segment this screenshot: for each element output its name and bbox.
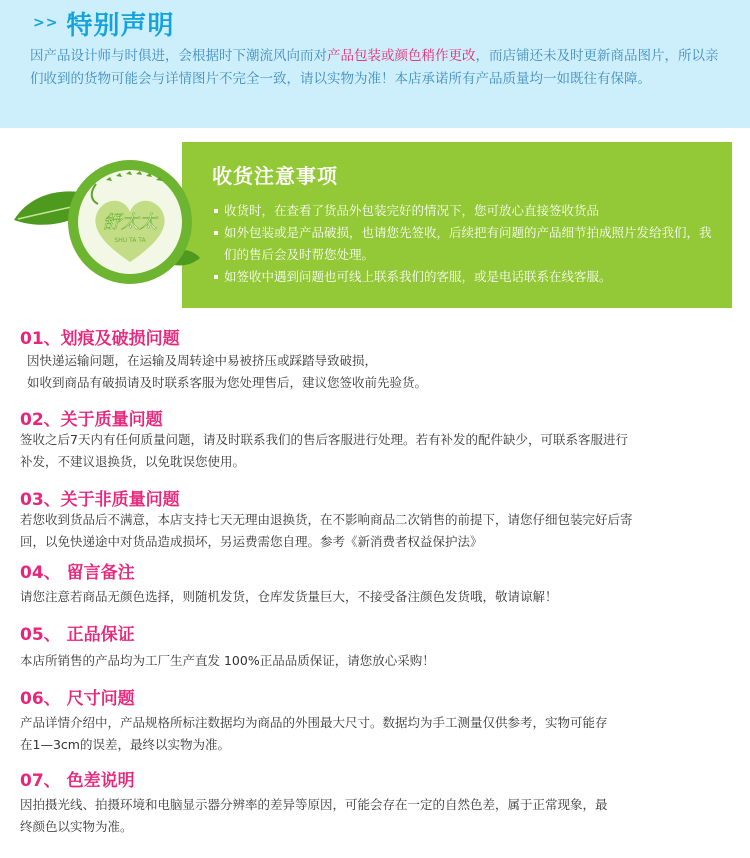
section-title: 03、关于非质量问题 (20, 490, 180, 510)
section-line: 在1—3cm的误差，最终以实物为准。 (20, 737, 230, 752)
section-line: 回，以免快递途中对货品造成损坏，另运费需您自理。参考《新消费者权益保护法》 (20, 534, 483, 549)
logo-brand-name: 舒太太 (103, 212, 157, 233)
section-text (20, 794, 730, 838)
section-text (20, 509, 730, 553)
section-line: 如收到商品有破损请及时联系客服为您处理售后，建议您签收前先验货。 (27, 375, 428, 390)
section-text (20, 429, 730, 473)
section-line: 若您收到货品后不满意，本店支持七天无理由退换货，在不影响商品二次销售的前提下，请您仔细包装完好后寄 (20, 512, 633, 527)
banner-title: 特别声明 (66, 10, 175, 41)
section-line: 因快递运输问题，在运输及周转途中易被挤压或踩踏导致破损， (27, 353, 378, 368)
banner-text-highlight: 产品包装或颜色稍作更改 (327, 48, 476, 64)
section-line: 请您注意若商品无颜色选择，则随机发货，仓库发货量巨大，不接受备注颜色发货哦，敬请谅解！ (20, 589, 558, 604)
section-title: 02、关于质量问题 (20, 410, 163, 430)
section-text (20, 712, 730, 756)
logo-pinyin: SHU TA TA (114, 237, 146, 244)
section-title: 05、 正品保证 (20, 625, 135, 645)
section-line: 补发，不建议退换货，以免耽误您使用。 (20, 454, 246, 469)
section-text (20, 650, 730, 672)
section-text (20, 350, 730, 394)
section-title: 06、 尺寸问题 (20, 689, 135, 709)
double-chevron-icon: >> (33, 15, 59, 31)
section-title: 01、划痕及破损问题 (20, 329, 180, 349)
notice-item: 如外包装或是产品破损，也请您先签收，后续把有问题的产品细节拍成照片发给我们，我们的售后会及时帮您处理。 (212, 222, 722, 266)
section-title: 07、 色差说明 (20, 771, 135, 791)
banner-text-after: ，而店铺还未及时更新商品图片，所以亲们收到的货物可能会与详情图片不完全一致，请以实物为准！本店承诺所有产品质量均一如既往有保障。 (30, 48, 719, 87)
section-line: 产品详情介绍中，产品规格所标注数据均为商品的外围最大尺寸。数据均为手工测量仅供参考，实物可能存 (20, 715, 608, 730)
notice-title: 收货注意事项 (212, 164, 338, 188)
banner-text-before: 因产品设计师与时俱进，会根据时下潮流风向而对 (30, 48, 327, 64)
section-text (20, 586, 730, 608)
brand-logo (8, 150, 204, 294)
section-line: 终颜色以实物为准。 (20, 819, 133, 834)
notice-list (212, 200, 722, 288)
notice-item: 收货时，在查看了货品外包装完好的情况下，您可放心直接签收货品 (212, 200, 722, 222)
notice-item: 如签收中遇到问题也可线上联系我们的客服，或是电话联系在线客服。 (212, 266, 722, 288)
section-line: 本店所销售的产品均为工厂生产直发 100%正品品质保证，请您放心采购！ (20, 653, 435, 668)
section-title: 04、 留言备注 (20, 563, 135, 583)
special-notice-banner (0, 0, 750, 128)
receipt-notice-box (182, 142, 732, 308)
banner-heading (33, 6, 174, 40)
section-line: 因拍摄光线、拍摄环境和电脑显示器分辨率的差异等原因，可能会存在一定的自然色差，属于正常现象，最 (20, 797, 608, 812)
banner-text (30, 45, 730, 91)
section-line: 签收之后7天内有任何质量问题，请及时联系我们的售后客服进行处理。若有补发的配件缺少，可联系客服进行 (20, 432, 628, 447)
